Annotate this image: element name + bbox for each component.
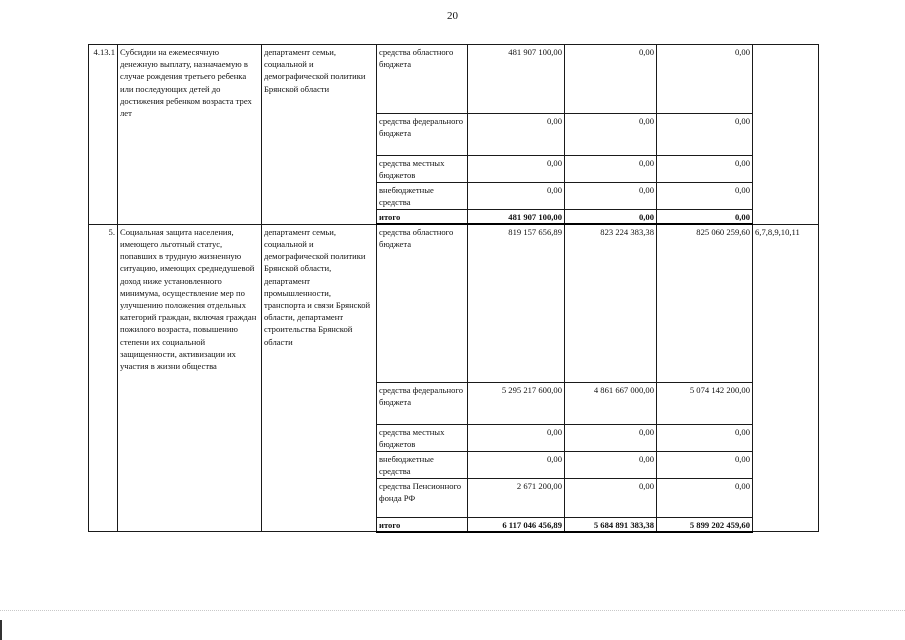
- amount-year3: 825 060 259,60: [657, 224, 753, 382]
- target-indicators: [753, 45, 819, 225]
- amount-year3: 0,00: [657, 156, 753, 183]
- total-year2: 5 684 891 383,38: [565, 517, 657, 532]
- funding-source: средства федерального бюджета: [377, 382, 468, 424]
- amount-year2: 0,00: [565, 451, 657, 478]
- amount-year3: 0,00: [657, 45, 753, 114]
- amount-year2: 823 224 383,38: [565, 224, 657, 382]
- funding-source: средства Пенсионного фонда РФ: [377, 478, 468, 517]
- amount-year2: 0,00: [565, 183, 657, 210]
- table-row: [89, 224, 819, 382]
- amount-year3: 5 074 142 200,00: [657, 382, 753, 424]
- amount-year1: 481 907 100,00: [468, 45, 565, 114]
- measure-description: Социальная защита населения, имеющего льготный статус, попавших в трудную жизненную ситуацию, имеющих среднедушевой доход ниже установленного минимума, осуществление мер по улучшению положения отдельных категорий граждан, включая граждан пожилого возраста, повышению степени их социальной защищенности, активизации их участия в жизни общества: [118, 224, 262, 532]
- table-row: [89, 45, 819, 114]
- amount-year2: 0,00: [565, 45, 657, 114]
- amount-year2: 0,00: [565, 156, 657, 183]
- amount-year1: 5 295 217 600,00: [468, 382, 565, 424]
- funding-source: внебюджетные средства: [377, 183, 468, 210]
- funding-source: средства областного бюджета: [377, 45, 468, 114]
- funding-source: средства местных бюджетов: [377, 156, 468, 183]
- target-indicators: 6,7,8,9,10,11: [753, 224, 819, 532]
- amount-year2: 0,00: [565, 478, 657, 517]
- amount-year1: 0,00: [468, 114, 565, 156]
- total-year3: 5 899 202 459,60: [657, 517, 753, 532]
- amount-year2: 4 861 667 000,00: [565, 382, 657, 424]
- amount-year2: 0,00: [565, 114, 657, 156]
- total-year2: 0,00: [565, 210, 657, 225]
- funding-source: средства федерального бюджета: [377, 114, 468, 156]
- total-year3: 0,00: [657, 210, 753, 225]
- amount-year1: 819 157 656,89: [468, 224, 565, 382]
- funding-source-total: итого: [377, 517, 468, 532]
- amount-year3: 0,00: [657, 478, 753, 517]
- measure-description: Субсидии на ежемесячную денежную выплату, назначаемую в случае рождения третьего ребенка или последующих детей до достижения ребенком возраста трех лет: [118, 45, 262, 225]
- amount-year1: 0,00: [468, 424, 565, 451]
- funding-source-total: итого: [377, 210, 468, 225]
- scan-edge-mark: [0, 620, 2, 640]
- executor-cell: департамент семьи, социальной и демографической политики Брянской области: [262, 45, 377, 225]
- page-number: 20: [447, 10, 458, 22]
- row-index: 4.13.1: [89, 45, 118, 225]
- amount-year3: 0,00: [657, 451, 753, 478]
- amount-year3: 0,00: [657, 424, 753, 451]
- amount-year1: 0,00: [468, 451, 565, 478]
- row-index: 5.: [89, 224, 118, 532]
- executor-cell: департамент семьи, социальной и демографической политики Брянской области, департамент промышленности, транспорта и связи Брянской области, департамент строительства Брянской области: [262, 224, 377, 532]
- amount-year1: 0,00: [468, 156, 565, 183]
- funding-source: средства местных бюджетов: [377, 424, 468, 451]
- amount-year1: 2 671 200,00: [468, 478, 565, 517]
- amount-year1: 0,00: [468, 183, 565, 210]
- funding-source: средства областного бюджета: [377, 224, 468, 382]
- funding-source: внебюджетные средства: [377, 451, 468, 478]
- amount-year2: 0,00: [565, 424, 657, 451]
- total-year1: 481 907 100,00: [468, 210, 565, 225]
- amount-year3: 0,00: [657, 183, 753, 210]
- amount-year3: 0,00: [657, 114, 753, 156]
- budget-table: [88, 44, 819, 533]
- total-year1: 6 117 046 456,89: [468, 517, 565, 532]
- scan-artifact-line: [0, 610, 905, 614]
